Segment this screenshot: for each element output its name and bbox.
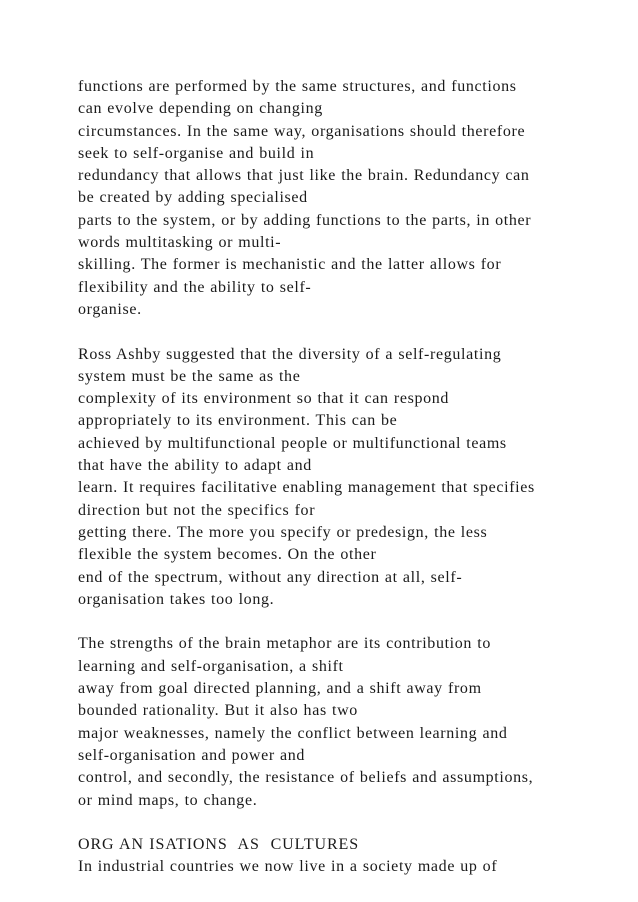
paragraph-ross-ashby (78, 344, 623, 612)
text-line: end of the spectrum, without any direction at all, self- (78, 568, 463, 586)
text-line: self-organisation and power and (78, 746, 306, 764)
text-line: flexibility and the ability to self- (78, 278, 312, 296)
text-line: bounded rationality. But it also has two (78, 702, 358, 720)
document-page (78, 76, 623, 879)
paragraph-brain-metaphor-strengths (78, 633, 623, 811)
text-line: parts to the system, or by adding functions to the parts, in other (78, 211, 532, 229)
text-line: circumstances. In the same way, organisations should therefore (78, 122, 526, 140)
text-line: seek to self-organise and build in (78, 144, 315, 162)
text-line: redundancy that allows that just like the brain. Redundancy can (78, 167, 530, 185)
text-line: functions are performed by the same structures, and functions (78, 78, 517, 95)
text-line: getting there. The more you specify or predesign, the less (78, 523, 488, 541)
text-line: or mind maps, to change. (78, 791, 258, 809)
paragraph-gap (78, 812, 623, 834)
text-line: complexity of its environment so that it can respond (78, 390, 450, 408)
text-line: that have the ability to adapt and (78, 457, 312, 475)
text-line: direction but not the specifics for (78, 501, 316, 519)
text-line: learn. It requires facilitative enabling management that specifies (78, 479, 535, 497)
paragraph-brain-redundancy (78, 76, 623, 321)
paragraph-gap (78, 321, 623, 343)
text-line: words multitasking or multi- (78, 234, 282, 252)
text-line: organisation takes too long. (78, 590, 275, 608)
paragraph-gap (78, 611, 623, 633)
text-line: system must be the same as the (78, 367, 301, 385)
text-line: can evolve depending on changing (78, 100, 323, 118)
text-line: away from goal directed planning, and a shift away from (78, 680, 482, 698)
text-line: achieved by multifunctional people or multifunctional teams (78, 434, 507, 452)
text-line: Ross Ashby suggested that the diversity of a self-regulating (78, 345, 502, 363)
section-organisations-as-cultures (78, 834, 623, 879)
text-line: organise. (78, 300, 142, 318)
text-line: skilling. The former is mechanistic and the latter allows for (78, 256, 502, 274)
text-line: learning and self-organisation, a shift (78, 657, 344, 675)
text-line: In industrial countries we now live in a society made up of (78, 858, 498, 876)
section-heading: ORG AN ISATIONS AS CULTURES (78, 836, 359, 854)
text-line: major weaknesses, namely the conflict between learning and (78, 724, 508, 742)
text-line: be created by adding specialised (78, 189, 308, 207)
text-line: The strengths of the brain metaphor are its contribution to (78, 635, 491, 653)
text-line: appropriately to its environment. This can be (78, 412, 398, 430)
text-line: flexible the system becomes. On the other (78, 546, 377, 564)
text-line: control, and secondly, the resistance of beliefs and assumptions, (78, 769, 534, 787)
